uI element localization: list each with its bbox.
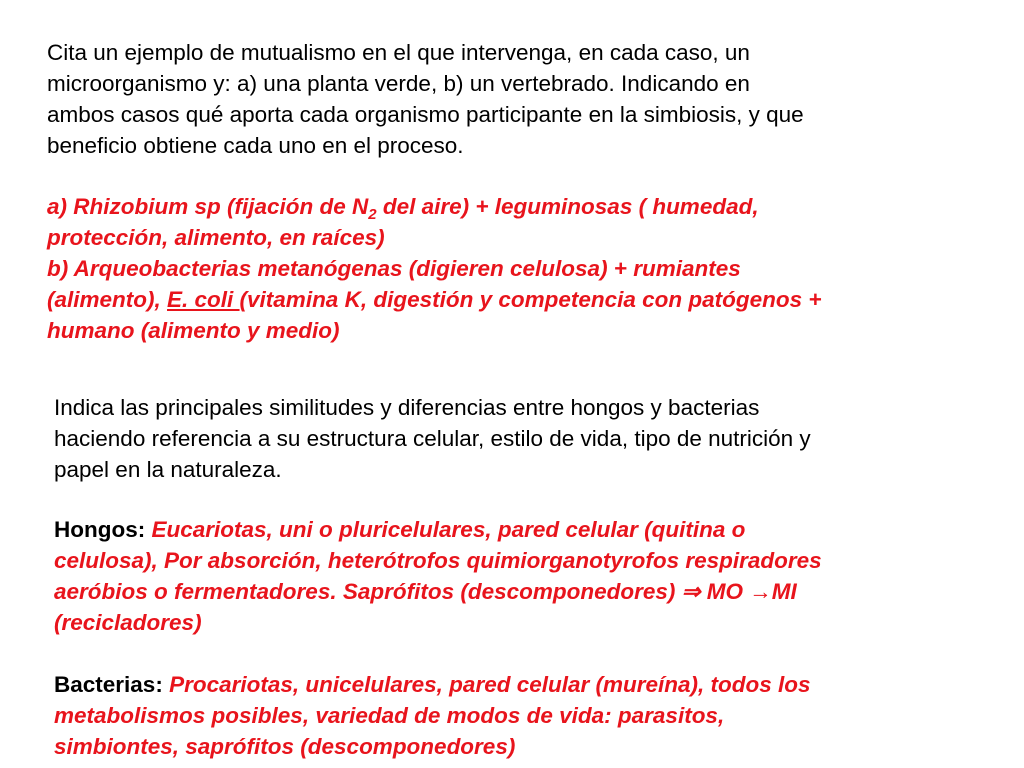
question-2-line: Indica las principales similitudes y diferencias entre hongos y bacterias <box>54 395 760 420</box>
answer-hongos-line-4: (recicladores) <box>54 610 202 635</box>
hongos-text: Eucariotas, uni o pluricelulares, pared celular (quitina o <box>145 517 746 542</box>
answer-1-b-text-cont: (vitamina K, digestión y competencia con patógenos + <box>239 287 822 312</box>
answer-hongos-line-2: celulosa), Por absorción, heterótrofos quimiorganotyrofos respiradores <box>54 548 822 573</box>
answer-bacterias-line-1 <box>54 669 984 700</box>
answer-hongos <box>54 514 984 638</box>
question-1 <box>47 37 977 161</box>
answer-1-a-text: a) Rhizobium sp (fijación de N <box>47 194 369 219</box>
answer-bacterias <box>54 669 984 762</box>
answer-hongos-line-3: aeróbios o fermentadores. Saprófitos (descomponedores) ⇒ MO →MI <box>54 579 797 604</box>
answer-1-a-line <box>47 191 977 222</box>
answer-1-a-line-2: protección, alimento, en raíces) <box>47 225 385 250</box>
question-1-line: ambos casos qué aporta cada organismo participante en la simbiosis, y que <box>47 102 804 127</box>
bacterias-label: Bacterias: <box>54 672 163 697</box>
question-1-line: microorganismo y: a) una planta verde, b) un vertebrado. Indicando en <box>47 71 750 96</box>
bacterias-text: Procariotas, unicelulares, pared celular (mureína), todos los <box>162 672 811 697</box>
subscript-2: 2 <box>368 206 377 223</box>
answer-1-b-line-2 <box>47 284 977 315</box>
question-1-line: Cita un ejemplo de mutualismo en el que intervenga, en cada caso, un <box>47 40 750 65</box>
answer-1 <box>47 191 977 346</box>
answer-1-b-line-1: b) Arqueobacterias metanógenas (digieren celulosa) + rumiantes <box>47 256 741 281</box>
question-1-line: beneficio obtiene cada uno en el proceso. <box>47 133 464 158</box>
hongos-label: Hongos: <box>54 517 146 542</box>
answer-1-a-text-cont: del aire) + leguminosas ( humedad, <box>376 194 759 219</box>
question-2 <box>54 392 984 485</box>
question-2-line: papel en la naturaleza. <box>54 457 282 482</box>
question-2-line: haciendo referencia a su estructura celular, estilo de vida, tipo de nutrición y <box>54 426 811 451</box>
answer-1-b-line-3: humano (alimento y medio) <box>47 318 340 343</box>
ecoli-underlined: E. coli <box>167 287 240 312</box>
answer-bacterias-line-2: metabolismos posibles, variedad de modos de vida: parasitos, <box>54 703 725 728</box>
answer-bacterias-line-3: simbiontes, saprófitos (descomponedores) <box>54 734 516 759</box>
answer-1-b-text: (alimento), <box>47 287 168 312</box>
answer-hongos-line-1 <box>54 514 984 545</box>
